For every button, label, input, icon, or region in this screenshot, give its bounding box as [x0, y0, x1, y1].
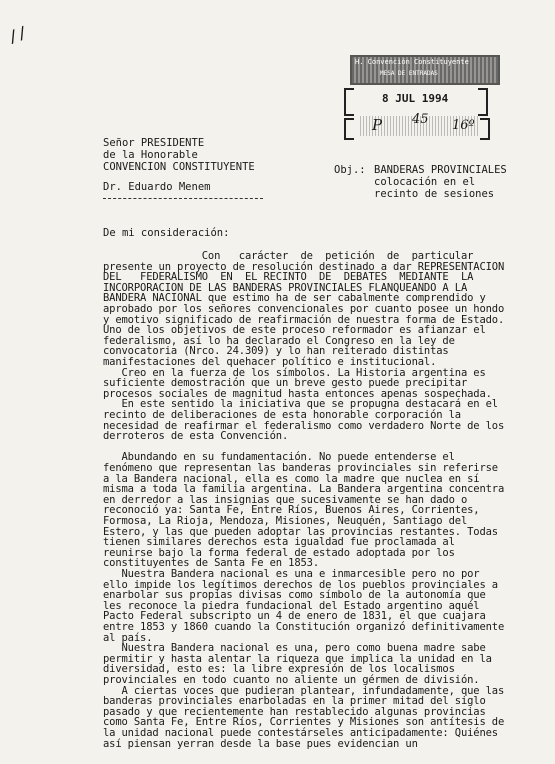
subject-label: Obj.: [334, 164, 366, 176]
body-line: permitir y hasta alentar la riqueza que implica la unidad en la [103, 652, 492, 665]
addressee-line2: de la Honorable [103, 149, 198, 161]
body-line: presente un proyecto de resolución destinado a dar REPRESENTACION [103, 260, 505, 273]
stamp-bracket-right [478, 88, 488, 116]
file-number: 45 [412, 112, 429, 127]
body-line: misma a toda la familia argentina. La Bandera argentina concentra [103, 483, 505, 496]
body-line: provinciales en todo cuanto no aliente un gérmen de división. [103, 674, 480, 686]
body-line: Abundando en su fundamentación. No puede entenderse el [103, 451, 455, 464]
body-line: a la Bandera nacional, ella es como la madre que nuclea en sí [103, 472, 480, 485]
stamp-date: 8 JUL 1994 [382, 92, 449, 105]
body-line: reconoció ya: Santa Fe, Entre Ríos, Buenos Aires, Corrientes, [103, 504, 480, 517]
body-line: tienen similares derechos esta igualdad fue proclamada al [103, 536, 455, 549]
body-line: en derredor a las insignias que sucesivamente se han dado o [103, 493, 468, 506]
body-line: y emotivo significado de reafirmación de nuestra forma de Estado. [103, 313, 505, 326]
addressee-person: Dr. Eduardo Menem [103, 181, 211, 193]
file-folio: 16º [452, 118, 475, 133]
body-line: necesidad de reafirmar el federalismo como verdadero Norte de los [103, 419, 505, 432]
body-line: federalismo, así lo ha declarado el Congreso en la ley de [103, 334, 455, 347]
body-line: la unidad nacional puede contestárseles anticipadamente: Quiénes [103, 727, 498, 739]
file-letter: P [372, 116, 383, 134]
file-bracket-right [480, 118, 490, 140]
body-line: manifestaciones del quehacer político e institucional. [103, 356, 437, 368]
stamp-bracket-left [344, 88, 354, 116]
file-bracket-left [344, 118, 354, 140]
body-line: ello impide los legítimos derechos de los pueblos provinciales a [103, 578, 498, 591]
body-line: BANDERA NACIONAL que estimo ha de ser cabalmente comprendido y [103, 292, 486, 305]
body-line: Pacto Federal subscripto un 4 de enero de 1831, el que cuajara [103, 610, 486, 623]
body-line: pasado y que recientemente han restablecido algunas provincias [103, 705, 486, 718]
body-line: suficiente demostración que un breve gesto puede precipitar [103, 377, 468, 390]
body-line: así piensan yerran desde la base pues evidencian un [103, 737, 418, 750]
body-line: diversidad, esto es: la libre expresión de los localismos [103, 663, 455, 676]
body-line: Nuestra Bandera nacional es una e inmarcesible pero no por [103, 568, 480, 580]
body-line: convocatoria (Nrco. 24.309) y lo han reiterado distintas [103, 345, 449, 358]
body-line: enarbolar sus propias divisas como símbolo de la autonomía que [103, 589, 486, 602]
subject-line1: BANDERAS PROVINCIALES [374, 164, 507, 176]
body-line: les reconoce la piedra fundacional del Estado argentino aquél [103, 599, 480, 612]
stamp-sub-text: MESA DE ENTRADAS [380, 70, 438, 77]
handwritten-mark: // [5, 22, 30, 47]
body-line: Con carácter de petición de particular [103, 250, 474, 262]
body-line: En este sentido la iniciativa que se propugna destacará en el [103, 398, 498, 411]
body-line: INCORPORACION DE LAS BANDERAS PROVINCIALES FLANQUEANDO A LA [103, 281, 468, 294]
stamp-top-text: H. Convención Constituyente [355, 58, 469, 66]
body-line: Estero, y las que pueden adoptar las provincias restantes. Todas [103, 525, 498, 538]
addressee-line3: CONVENCION CONSTITUYENTE [103, 161, 255, 173]
body-line: Nuestra Bandera nacional es una, pero como buena madre sabe [103, 642, 486, 655]
body-line: constituyentes de Santa Fe en 1853. [103, 557, 320, 570]
greeting: De mi consideración: [103, 227, 230, 239]
body-line: DEL FEDERALISMO EN EL RECINTO DE DEBATES MEDIANTE LA [103, 271, 474, 284]
body-line: Formosa, La Rioja, Mendoza, Misiones, Neuquén, Santiago del [103, 515, 468, 527]
body-line: A ciertas voces que pudieran plantear, infundadamente, que las [103, 684, 505, 697]
body-line: banderas provinciales enarboladas en la primer mitad del siglo [103, 695, 486, 708]
body-line: como Santa Fe, Entre Ríos, Corrientes y Misiones son antítesis de [103, 716, 505, 729]
body-line: entre 1853 y 1860 cuando la Constitución organizó definitivamente [103, 621, 505, 633]
body-line: derroteros de esta Convención. [103, 430, 289, 443]
body-line: Uno de los objetivos de este proceso reformador es afianzar el [103, 324, 486, 337]
body-line: fenómeno que representan las banderas provinciales sin referirse [103, 462, 498, 474]
body-line: reunirse bajo la forma federal de estado adoptada por los [103, 546, 455, 559]
subject-line2: colocación en el [374, 176, 476, 188]
body-line: recinto de deliberaciones de esta honorable corporación la [103, 409, 461, 421]
addressee-underline [103, 198, 263, 199]
addressee-line1: Señor PRESIDENTE [103, 137, 205, 149]
body-line: procesos sociales de magnitud hasta entonces apenas sospechada. [103, 387, 492, 400]
subject-line3: recinto de sesiones [374, 188, 495, 200]
body-line: al país. [103, 631, 153, 644]
body-line: aprobado por los señores convencionales por cuanto posee un hondo [103, 303, 505, 315]
body-line: Creo en la fuerza de los símbolos. La Historia argentina es [103, 366, 486, 379]
